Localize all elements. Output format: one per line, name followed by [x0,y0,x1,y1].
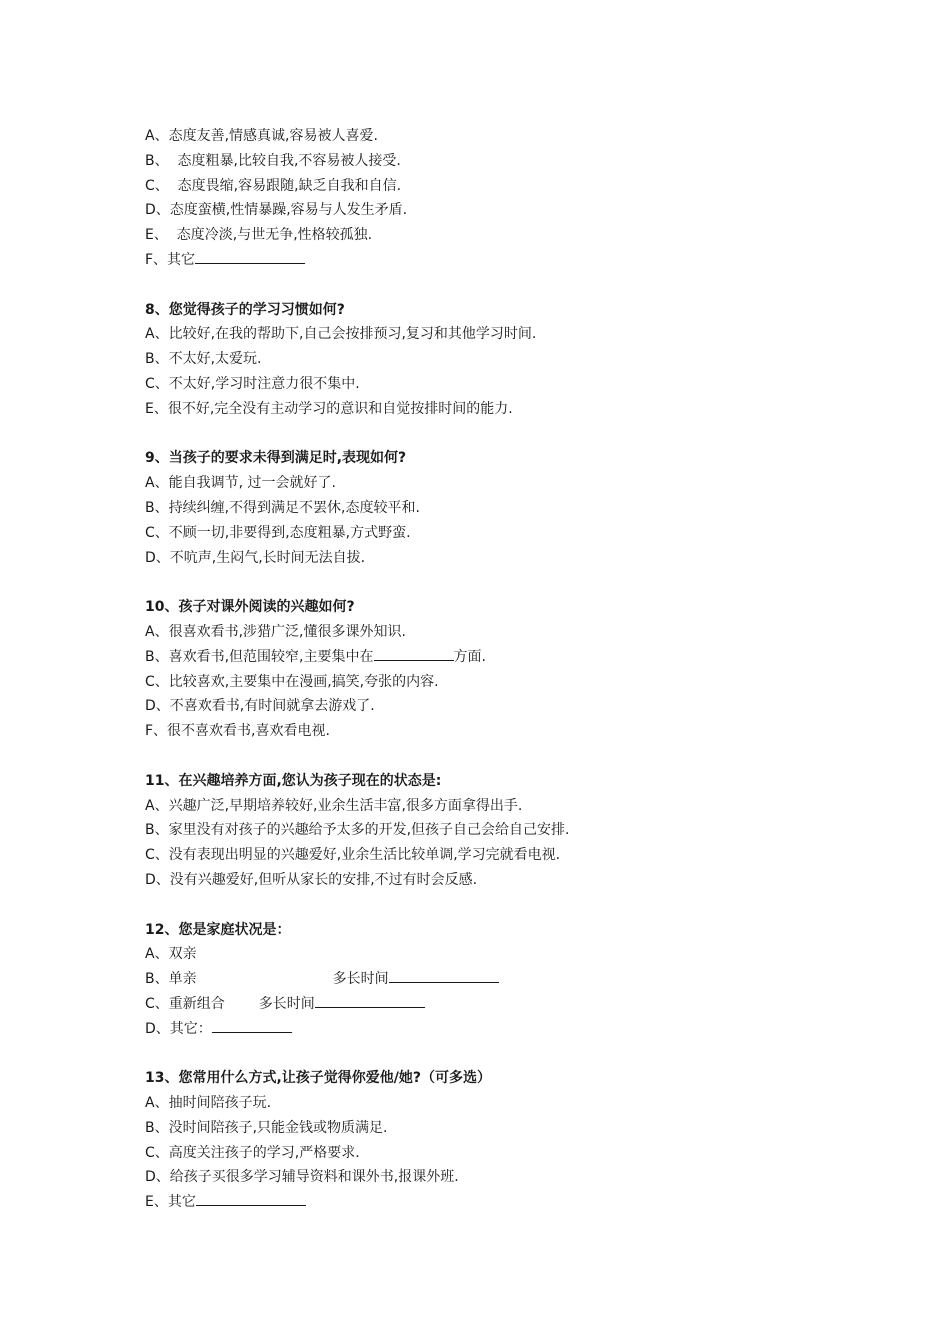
q8-option-b: B、不太好,太爱玩. [145,351,262,368]
q12-title: 12、您是家庭状况是： [145,921,291,938]
q8-option-e: E、很不好,完全没有主动学习的意识和自觉按排时间的能力. [145,400,513,417]
q10-option-c: C、比较喜欢,主要集中在漫画,搞笑,夸张的内容. [145,673,439,690]
q13-option-a: A、抽时间陪孩子玩. [145,1095,272,1112]
q9-option-b: B、持续纠缠,不得到满足不罢休,态度较平和. [145,499,420,516]
q10-option-f: F、很不喜欢看书,喜欢看电视. [145,723,330,740]
q11-option-c: C、没有表现出明显的兴趣爱好,业余生活比较单调,学习完就看电视. [145,847,561,864]
q12-option-a: A、双亲 [145,946,197,963]
q12-option-b-duration-label: 多长时间 [332,971,389,988]
q7-option-b: B、 态度粗暴,比较自我,不容易被人接受. [145,152,401,169]
q12-option-c-duration-label: 多长时间 [258,995,315,1012]
q10-option-b [145,645,845,670]
q7-option-a: A、态度友善,情感真诚,容易被人喜爱. [145,128,378,144]
q8-option-c: C、不太好,学习时注意力很不集中. [145,375,360,392]
q10-topic-blank[interactable] [374,645,454,661]
q7-other-label: F、其它 [145,251,196,268]
q12-option-d [145,1017,845,1042]
q7-option-c: C、 态度畏缩,容易跟随,缺乏自我和自信. [145,177,402,194]
q12-option-d-label: D、其它： [145,1020,212,1037]
q9-title: 9、当孩子的要求未得到满足时,表现如何? [145,450,407,467]
q12-option-b [145,967,845,992]
q10-title: 10、孩子对课外阅读的兴趣如何? [145,599,355,616]
q11-option-b: B、家里没有对孩子的兴趣给予太多的开发,但孩子自己会给自己安排. [145,822,570,839]
q13-option-c: C、高度关注孩子的学习,严格要求. [145,1144,360,1161]
q12-option-b-duration-blank[interactable] [389,967,499,983]
q12-option-c-label: C、重新组合 [145,995,225,1012]
q9-option-c: C、不顾一切,非要得到,态度粗暴,方式野蛮. [145,524,411,541]
q7-option-e: E、 态度冷淡,与世无争,性格较孤独. [145,227,373,244]
q10-option-d: D、不喜欢看书,有时间就拿去游戏了. [145,698,375,715]
q12-option-b-label: B、单亲 [145,971,197,988]
q13-option-b: B、没时间陪孩子,只能金钱或物质满足. [145,1119,388,1136]
q13-other-label: E、其它 [145,1194,196,1211]
questionnaire-page [145,124,845,1215]
q12-option-c-duration-blank[interactable] [315,992,425,1008]
q10-option-b-suffix: 方面. [453,648,486,665]
q11-title: 11、在兴趣培养方面,您认为孩子现在的状态是: [145,772,442,789]
q13-option-d: D、给孩子买很多学习辅导资料和课外书,报课外班. [145,1169,459,1186]
q7-option-d: D、态度蛮横,性情暴躁,容易与人发生矛盾. [145,202,408,219]
q13-option-e [145,1190,845,1215]
q10-option-a: A、很喜欢看书,涉猎广泛,懂很多课外知识. [145,623,406,640]
q7-other-blank[interactable] [195,248,305,264]
q7-option-f [145,248,845,273]
q8-title: 8、您觉得孩子的学习习惯如何? [145,301,345,318]
q9-option-a: A、能自我调节, 过一会就好了. [145,475,336,492]
q10-option-b-prefix: B、喜欢看书,但范围较窄,主要集中在 [145,648,374,665]
q11-option-a: A、兴趣广泛,早期培养较好,业余生活丰富,很多方面拿得出手. [145,797,523,814]
q12-other-blank[interactable] [212,1017,292,1033]
q13-other-blank[interactable] [196,1190,306,1206]
q12-option-c [145,992,845,1017]
q9-option-d: D、不吭声,生闷气,长时间无法自拔. [145,549,366,566]
q13-title: 13、您常用什么方式,让孩子觉得你爱他/她?（可多选） [145,1070,492,1087]
q11-option-d: D、没有兴趣爱好,但听从家长的安排,不过有时会反感. [145,871,478,888]
q8-option-a: A、比较好,在我的帮助下,自己会按排预习,复习和其他学习时间. [145,326,537,343]
